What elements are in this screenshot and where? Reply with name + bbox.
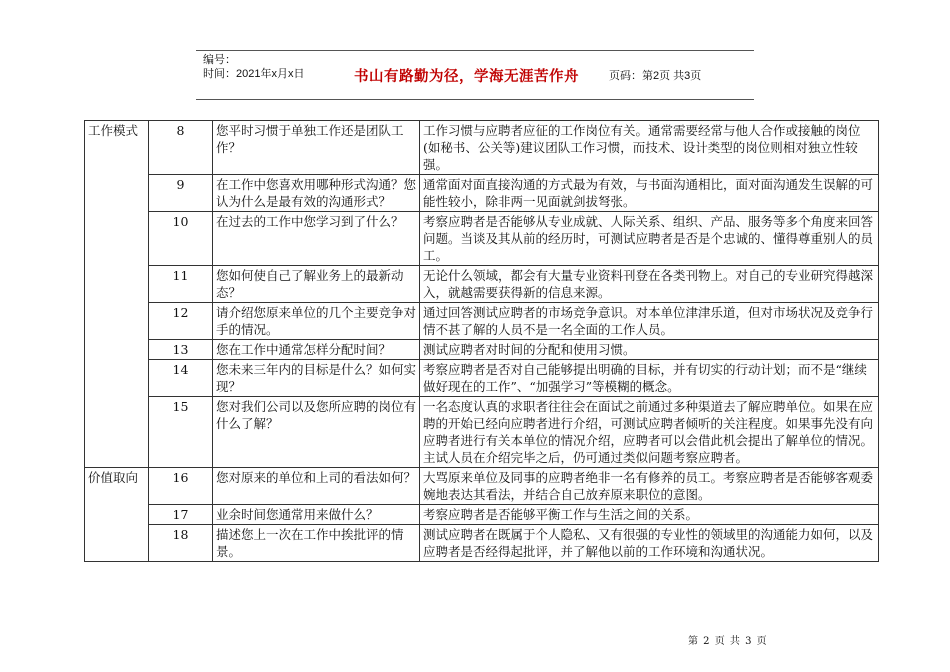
- table-row: [85, 303, 879, 340]
- time-label: 时间：2021年x月x日: [203, 68, 305, 80]
- table-row: [85, 175, 879, 212]
- table-row: [85, 505, 879, 525]
- number-cell: 10: [149, 212, 213, 266]
- table-row: [85, 525, 879, 562]
- number-cell: 11: [149, 266, 213, 303]
- answer-cell: 工作习惯与应聘者应征的工作岗位有关。通常需要经常与他人合作或接触的岗位(如秘书、公关等)建议团队工作习惯，而技术、设计类型的岗位则相对独立性较强。: [420, 121, 879, 175]
- answer-cell: 考察应聘者是否能够平衡工作与生活之间的关系。: [420, 505, 879, 525]
- header-page-number: 页码：第2页 共3页: [609, 70, 702, 82]
- question-cell: 业余时间您通常用来做什么？: [213, 505, 420, 525]
- interview-questions-table: [84, 120, 879, 562]
- table-row: [85, 360, 879, 397]
- number-cell: 12: [149, 303, 213, 340]
- category-cell: 工作模式: [85, 121, 149, 468]
- question-cell: 您如何使自己了解业务上的最新动态？: [213, 266, 420, 303]
- table-row: [85, 397, 879, 468]
- question-cell: 您在工作中通常怎样分配时间？: [213, 340, 420, 360]
- number-cell: 17: [149, 505, 213, 525]
- header-motto: 书山有路勤为径，学海无涯苦作舟: [354, 69, 579, 85]
- number-cell: 13: [149, 340, 213, 360]
- answer-cell: 无论什么领域，都会有大量专业资料刊登在各类刊物上。对自己的专业研究得越深入，就越需要获得新的信息来源。: [420, 266, 879, 303]
- question-cell: 您对我们公司以及您所应聘的岗位有什么了解？: [213, 397, 420, 468]
- answer-cell: 测试应聘者在既属于个人隐私、又有很强的专业性的领域里的沟通能力如何，以及应聘者是否经得起批评，并了解他以前的工作环境和沟通状况。: [420, 525, 879, 562]
- answer-cell: 测试应聘者对时间的分配和使用习惯。: [420, 340, 879, 360]
- number-cell: 16: [149, 468, 213, 505]
- table-body: [85, 121, 879, 562]
- answer-cell: 通过回答测试应聘者的市场竞争意识。对本单位津津乐道，但对市场状况及竞争行情不甚了解的人员不是一名全面的工作人员。: [420, 303, 879, 340]
- answer-cell: 一名态度认真的求职者往往会在面试之前通过多种渠道去了解应聘单位。如果在应聘的开始已经向应聘者进行介绍，可测试应聘者倾听的关注程度。如果事先没有向应聘者进行有关本单位的情况介绍，应聘者可以会借此机会提出了解单位的情况。主试人员在介绍完毕之后，仍可通过类似问题考察应聘者。: [420, 397, 879, 468]
- table-row: [85, 340, 879, 360]
- page-footer: 第 2 页 共 3 页: [688, 636, 768, 647]
- question-cell: 您对原来的单位和上司的看法如何？: [213, 468, 420, 505]
- number-cell: 9: [149, 175, 213, 212]
- page-header: [196, 50, 754, 100]
- question-cell: 您平时习惯于单独工作还是团队工作？: [213, 121, 420, 175]
- question-cell: 您未来三年内的目标是什么？如何实现？: [213, 360, 420, 397]
- question-cell: 在过去的工作中您学习到了什么？: [213, 212, 420, 266]
- number-cell: 15: [149, 397, 213, 468]
- table-row: [85, 212, 879, 266]
- question-cell: 描述您上一次在工作中挨批评的情景。: [213, 525, 420, 562]
- category-cell: 价值取向: [85, 468, 149, 562]
- number-cell: 14: [149, 360, 213, 397]
- code-label: 编号：: [203, 54, 236, 66]
- header-meta: [203, 53, 304, 81]
- answer-cell: 考察应聘者是否对自己能够提出明确的目标，并有切实的行动计划；而不是“继续做好现在的工作”、“加强学习”等模糊的概念。: [420, 360, 879, 397]
- answer-cell: 通常面对面直接沟通的方式最为有效，与书面沟通相比，面对面沟通发生误解的可能性较小，除非两一见面就剑拔弩张。: [420, 175, 879, 212]
- table-row: [85, 468, 879, 505]
- question-cell: 在工作中您喜欢用哪种形式沟通？您认为什么是最有效的沟通形式？: [213, 175, 420, 212]
- question-cell: 请介绍您原来单位的几个主要竞争对手的情况。: [213, 303, 420, 340]
- number-cell: 8: [149, 121, 213, 175]
- table-row: [85, 266, 879, 303]
- answer-cell: 大骂原来单位及同事的应聘者绝非一名有修养的员工。考察应聘者是否能够客观委婉地表达其看法，并结合自己放弃原来职位的意图。: [420, 468, 879, 505]
- table-row: [85, 121, 879, 175]
- number-cell: 18: [149, 525, 213, 562]
- answer-cell: 考察应聘者是否能够从专业成就、人际关系、组织、产品、服务等多个角度来回答问题。当谈及其从前的经历时，可测试应聘者是否是个忠诚的、懂得尊重别人的员工。: [420, 212, 879, 266]
